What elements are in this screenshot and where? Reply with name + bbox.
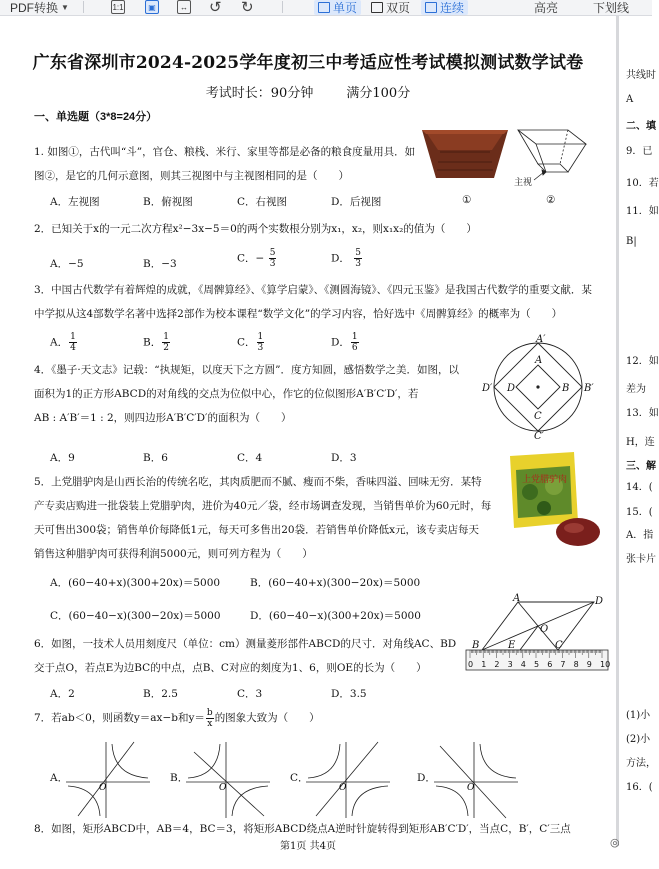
q6-option-a: A．2	[50, 688, 75, 700]
graph-c	[304, 738, 394, 820]
fig1-label: ①	[462, 194, 472, 206]
rotate-left-icon[interactable]: ↺	[209, 0, 222, 16]
q6-line1: 6．如图，一技术人员用刻度尺（单位：cm）测量菱形部件ABCD的尺寸．对角线AC、BD	[34, 638, 457, 650]
q5-line2: 产专卖店购进一批袋装上党腊驴肉，进价为40元／袋，经市场调查发现，当销售单价为60元时，每	[34, 500, 492, 512]
ruler-number: 2	[494, 660, 500, 669]
q7-option-c: C．	[290, 772, 309, 784]
q2-option-c-label: C．−	[237, 252, 265, 265]
q2-option-b: B．−3	[143, 258, 177, 270]
toolbar-divider	[83, 1, 84, 13]
fit-page-icon[interactable]: ▣	[145, 0, 159, 14]
underline-label: 下划线	[593, 1, 630, 15]
page-settings-icon[interactable]: ◎	[610, 836, 620, 849]
q2-fraction-c: $\frac{5}{3}$	[269, 248, 276, 269]
q1-line1: 1. 如图①，古代叫“斗”，官仓、粮栈、米行、家里等都是必备的粮食度量用具．如	[34, 146, 416, 158]
q3-option-c: C． $\frac{1}{3}$	[237, 332, 264, 353]
svg-text:O: O	[467, 783, 475, 793]
ruler-number: 7	[560, 660, 566, 669]
q2-option-c	[237, 248, 277, 269]
ruler-number: 9	[586, 660, 592, 669]
svg-text:B: B	[472, 640, 480, 651]
graph-a	[64, 738, 154, 820]
double-page-label: 双页	[386, 1, 411, 15]
q4-option-d: D．3	[331, 452, 357, 464]
continuous-icon	[425, 2, 437, 13]
double-page-button[interactable]	[367, 0, 414, 15]
svg-text:B′: B′	[584, 383, 594, 394]
svg-text:A: A	[513, 593, 521, 604]
double-page-icon	[371, 2, 383, 13]
q4-option-a: A．9	[50, 452, 75, 464]
circle-square-diagram	[480, 332, 600, 442]
q5-line3: 天可售出300袋；销售单价每降低1元，每天可多售出20袋．若销售单价降低x元，该专卖店每天	[34, 524, 480, 536]
q7-option-d: D．	[417, 772, 436, 784]
actual-size-icon[interactable]: 1:1	[111, 0, 125, 14]
q7-fraction: $\frac{b}{x}$	[206, 707, 213, 729]
continuous-label: 连续	[440, 1, 465, 15]
page-gap	[616, 16, 619, 846]
highlight-label: 高亮	[534, 1, 559, 15]
page-number: 第1页 共4页	[280, 841, 336, 852]
fig2-label: ②	[546, 194, 556, 206]
svg-text:D: D	[507, 383, 516, 394]
svg-text:B: B	[562, 383, 570, 394]
q7-line1: 7．若ab＜0，则函数y＝ax−b和y＝ $\frac{b}{x}$ 的图象大致为（ ）	[34, 707, 320, 729]
ruler-number: 4	[520, 660, 526, 669]
q6-line2: 交于点O，若点E为边BC的中点，点B、C对应的刻度为1、6，则OE的长为（ ）	[34, 662, 427, 674]
fit-width-icon[interactable]: ↔	[177, 0, 191, 14]
section-heading: 一、单选题（3*8=24分）	[34, 111, 158, 123]
q6-option-c: C．3	[237, 688, 263, 700]
pdf-convert-menu[interactable]	[10, 0, 69, 16]
svg-text:C: C	[534, 411, 542, 422]
q2-fraction-d: $\frac{5}{3}$	[355, 248, 361, 269]
toolbar	[0, 0, 652, 16]
q5-option-c: C．(60−40−x)(300−20x)＝5000	[50, 610, 221, 622]
q1-option-c: C．右视图	[237, 196, 288, 208]
ruler-number: 5	[534, 660, 540, 669]
q3-option-b: B． $\frac{1}{2}$	[143, 332, 169, 353]
svg-text:O: O	[99, 783, 107, 793]
ruler-number: 1	[481, 660, 487, 669]
single-page-button[interactable]	[314, 0, 361, 15]
svg-text:A: A	[535, 355, 543, 366]
q3-option-a: A． $\frac{1}{4}$	[50, 332, 76, 353]
q1-option-a: A．左视图	[50, 196, 100, 208]
q5-line4: 销售这种腊驴肉可获得利润5000元，则可列方程为（ ）	[34, 548, 313, 560]
underline-button[interactable]	[589, 0, 633, 15]
rhombus-ruler-diagram	[462, 592, 610, 674]
q4-option-c: C．4	[237, 452, 263, 464]
single-page-label: 单页	[333, 1, 358, 15]
q1-line2: 图②，是它的几何示意图，则其三视图中与主视图相同的是（ ）	[34, 170, 349, 182]
svg-text:C: C	[555, 640, 563, 651]
ruler-number: 8	[573, 660, 579, 669]
q2-option-d	[331, 248, 363, 269]
q4-line1: 4．《墨子·天文志》记载：“执规矩，以度天下之方圆”．度方知圆，感悟数学之美．如图，以	[34, 364, 460, 376]
q2-option-d-label: D．	[331, 252, 350, 265]
svg-text:C′: C′	[534, 431, 544, 442]
q2-line1: 2．已知关于x的一元二次方程x²−3x−5＝0的两个实数根分别为x₁，x₂，则x₁x₂的值为（ ）	[34, 223, 477, 235]
svg-text:O: O	[339, 783, 347, 793]
q2-option-a: A．−5	[50, 258, 84, 270]
q5-option-a: A．(60−40+x)(300+20x)＝5000	[50, 577, 221, 589]
svg-text:A′: A′	[536, 334, 546, 345]
q4-option-b: B．6	[143, 452, 168, 464]
q1-option-d: D．后视图	[331, 196, 382, 208]
q3-line1: 3．中国古代数学有着辉煌的成就，《周髀算经》、《算学启蒙》、《测圆海镜》、《四元玉鉴》是我国古代数学的重要文献．某	[34, 284, 592, 296]
next-page-preview: 共线时 A 二、填 9．已 10．若 11．如 B| 12．如 差为 13．如 H，连 三、解 14．( 15．( A．指 张卡片 (1)小 (2)小 方法， 16．(	[621, 16, 652, 869]
q8-line1: 8．如图，矩形ABCD中，AB＝4，BC＝3，将矩形ABCD绕点A逆时针旋转得到矩形AB′C′D′，当点C，B′，C′三点	[34, 823, 571, 835]
pdf-convert-label: PDF转换	[10, 1, 59, 15]
svg-text:O: O	[540, 624, 549, 635]
rotate-right-icon[interactable]: ↻	[241, 0, 254, 16]
graph-d	[432, 738, 522, 820]
q7-option-a: A．	[50, 772, 69, 784]
ruler-number: 3	[507, 660, 513, 669]
q4-line2: 面积为1的正方形ABCD的对角线的交点为位似中心，作它的位似图形A′B′C′D′，若	[34, 388, 419, 400]
page-title: 广东省深圳市2024-2025学年度初三中考适应性考试模拟测试数学试卷	[32, 53, 584, 73]
single-page-icon	[318, 2, 330, 13]
q6-option-d: D．3.5	[331, 688, 367, 700]
graph-b	[184, 738, 274, 820]
svg-text:上党腊驴肉: 上党腊驴肉	[522, 475, 568, 485]
continuous-button[interactable]	[421, 0, 468, 15]
q3-option-d: D． $\frac{1}{6}$	[331, 332, 358, 353]
exam-info: 考试时长：90分钟 满分100分	[205, 86, 411, 101]
q3-line2: 中学拟从这4部数学名著中选择2部作为校本课程“数学文化”的学习内容，恰好选中《周髀算经》的概率为（ ）	[34, 308, 563, 320]
product-photo	[508, 452, 602, 550]
svg-text:E: E	[508, 640, 516, 651]
svg-text:D: D	[595, 596, 604, 607]
toolbar-divider	[282, 1, 283, 13]
q6-option-b: B．2.5	[143, 688, 178, 700]
svg-text:D′: D′	[482, 383, 493, 394]
highlight-button[interactable]	[530, 0, 562, 15]
chevron-down-icon: ▼	[61, 3, 69, 12]
dou-photo	[420, 122, 510, 182]
ruler-number: 0	[468, 660, 474, 669]
q1-option-b: B．俯视图	[143, 196, 193, 208]
ruler-number: 6	[547, 660, 553, 669]
q5-line1: 5．上党腊驴肉是山西长治的传统名吃，其肉质肥而不腻、瘦而不柴，香味四溢、回味无穷．某特	[34, 476, 482, 488]
svg-text:O: O	[219, 783, 227, 793]
q5-option-b: B．(60−40+x)(300−20x)＝5000	[250, 577, 421, 589]
main-view-label: 主视	[514, 178, 533, 188]
ruler-number: 10	[600, 660, 611, 669]
q5-option-d: D．(60−40−x)(300+20x)＝5000	[250, 610, 421, 622]
q4-line3: AB : A′B′＝1 : 2，则四边形A′B′C′D′的面积为（ ）	[34, 412, 292, 424]
q7-option-b: B．	[170, 772, 189, 784]
